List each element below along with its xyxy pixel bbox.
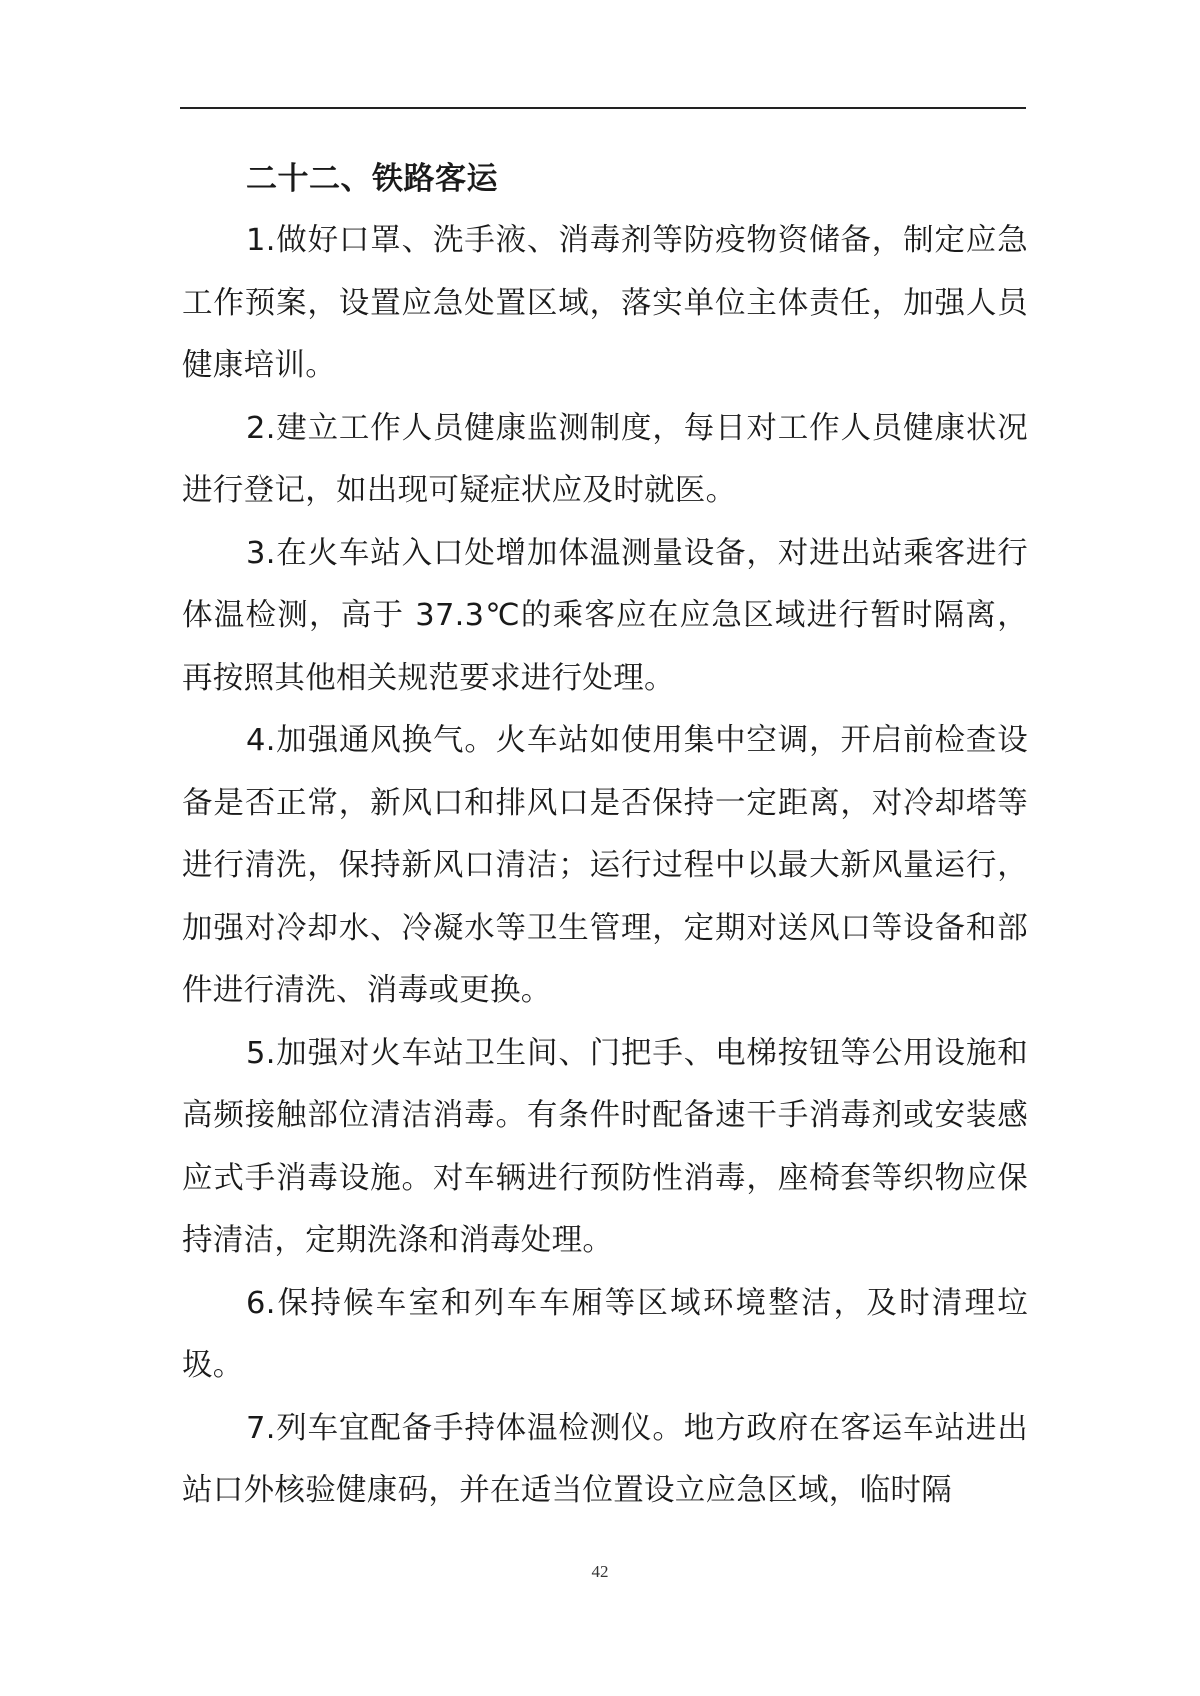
paragraph-7: 7.列车宜配备手持体温检测仪。地方政府在客运车站进出站口外核验健康码，并在适当位置设立应急区域，临时隔 (182, 1410, 1028, 1508)
header-rule (180, 107, 1026, 109)
document-body (182, 148, 1028, 1523)
paragraph-2: 2.建立工作人员健康监测制度，每日对工作人员健康状况进行登记，如出现可疑症状应及时就医。 (182, 410, 1028, 508)
page-number: 42 (591, 1562, 609, 1581)
paragraph-4: 4.加强通风换气。火车站如使用集中空调，开启前检查设备是否正常，新风口和排风口是否保持一定距离，对冷却塔等进行清洗，保持新风口清洁；运行过程中以最大新风量运行，加强对冷却水、冷凝水等卫生管理，定期对送风口等设备和部件进行清洗、消毒或更换。 (182, 723, 1028, 1008)
section-heading: 二十二、铁路客运 (246, 161, 498, 197)
paragraph-3: 3.在火车站入口处增加体温测量设备，对进出站乘客进行体温检测，高于 37.3℃的乘客应在应急区域进行暂时隔离，再按照其他相关规范要求进行处理。 (182, 535, 1028, 696)
paragraph-1: 1.做好口罩、洗手液、消毒剂等防疫物资储备，制定应急工作预案，设置应急处置区域，落实单位主体责任，加强人员健康培训。 (182, 223, 1028, 383)
paragraph-5: 5.加强对火车站卫生间、门把手、电梯按钮等公用设施和高频接触部位清洁消毒。有条件时配备速干手消毒剂或安装感应式手消毒设施。对车辆进行预防性消毒，座椅套等织物应保持清洁，定期洗涤和消毒处理。 (182, 1035, 1028, 1258)
paragraph-6: 6.保持候车室和列车车厢等区域环境整洁，及时清理垃圾。 (182, 1285, 1028, 1383)
